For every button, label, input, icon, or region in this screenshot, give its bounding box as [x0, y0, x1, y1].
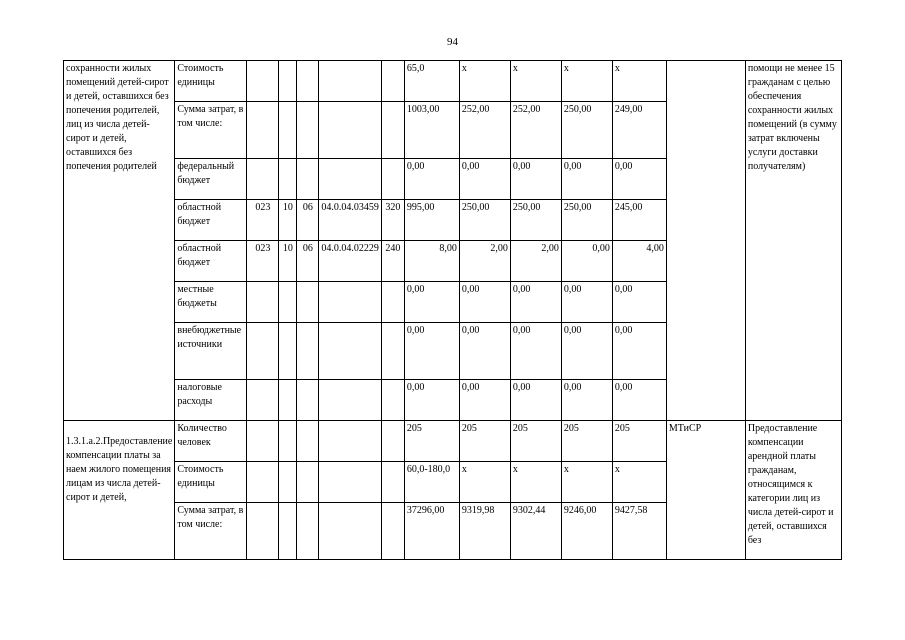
row-label: Сумма затрат, в том числе: [175, 503, 247, 560]
value-cell: 9319,98 [459, 503, 510, 560]
activity-name: сохранности жилых помещений детей-сирот и детей, оставшихся без попечения родителей, лиц из числа детей-сирот и детей, оставшихся без попечения родителей [64, 61, 175, 421]
value-cell: 250,00 [561, 102, 612, 159]
value-cell: 0,00 [612, 380, 666, 421]
code-cell [297, 503, 319, 560]
code-cell [247, 380, 279, 421]
code-cell [381, 380, 404, 421]
value-cell: 9246,00 [561, 503, 612, 560]
value-cell: 2,00 [510, 241, 561, 282]
result-note: Предоставление компенсации арендной платы гражданам, относящимся к категории лиц из числа детей-сирот и детей, оставшихся без [745, 421, 841, 560]
code-cell [247, 61, 279, 102]
code-cell [297, 282, 319, 323]
value-cell: 0,00 [612, 159, 666, 200]
code-cell [297, 323, 319, 380]
value-cell: х [612, 61, 666, 102]
value-cell: 2,00 [459, 241, 510, 282]
value-cell: х [612, 462, 666, 503]
code-cell: 023 [247, 200, 279, 241]
code-cell [319, 421, 382, 462]
code-cell [319, 102, 382, 159]
code-cell [319, 159, 382, 200]
row-label: внебюджетные источники [175, 323, 247, 380]
value-cell: 205 [561, 421, 612, 462]
program-table [63, 60, 842, 560]
value-cell: 0,00 [459, 380, 510, 421]
value-cell: 205 [459, 421, 510, 462]
value-cell: 995,00 [404, 200, 459, 241]
value-cell: 60,0-180,0 [404, 462, 459, 503]
value-cell: х [561, 61, 612, 102]
value-cell: 0,00 [459, 159, 510, 200]
code-cell [279, 503, 297, 560]
code-cell: 04.0.04.02229 [319, 241, 382, 282]
value-cell: 0,00 [612, 282, 666, 323]
code-cell [279, 282, 297, 323]
value-cell: 9427,58 [612, 503, 666, 560]
value-cell: 250,00 [510, 200, 561, 241]
code-cell [279, 462, 297, 503]
value-cell: 8,00 [404, 241, 459, 282]
result-note: помощи не менее 15 гражданам с целью обеспечения сохранности жилых помещений (в сумму затрат включены услуги доставки получателям) [745, 61, 841, 421]
code-cell [381, 462, 404, 503]
value-cell: 65,0 [404, 61, 459, 102]
value-cell: 0,00 [510, 159, 561, 200]
value-cell: 0,00 [459, 323, 510, 380]
code-cell: 10 [279, 200, 297, 241]
code-cell [319, 323, 382, 380]
value-cell: х [459, 61, 510, 102]
value-cell: 0,00 [404, 282, 459, 323]
value-cell: 0,00 [459, 282, 510, 323]
code-cell [279, 159, 297, 200]
code-cell [381, 323, 404, 380]
value-cell: 0,00 [404, 323, 459, 380]
value-cell: 37296,00 [404, 503, 459, 560]
code-cell [297, 102, 319, 159]
row-label: Стоимость единицы [175, 462, 247, 503]
page-number: 94 [447, 36, 458, 48]
code-cell: 240 [381, 241, 404, 282]
value-cell: 4,00 [612, 241, 666, 282]
activity-name: 1.3.1.а.2.Предоставление компенсации платы за наем жилого помещения лицам из числа детей-сирот и детей, [64, 421, 175, 560]
code-cell [297, 61, 319, 102]
value-cell: 252,00 [510, 102, 561, 159]
value-cell: х [510, 462, 561, 503]
code-cell [247, 462, 279, 503]
table-row [64, 421, 842, 462]
row-label: областной бюджет [175, 241, 247, 282]
code-cell [279, 102, 297, 159]
row-label: федеральный бюджет [175, 159, 247, 200]
value-cell: 250,00 [561, 200, 612, 241]
code-cell [319, 462, 382, 503]
code-cell [319, 61, 382, 102]
code-cell [297, 421, 319, 462]
code-cell [381, 159, 404, 200]
code-cell [247, 102, 279, 159]
executor-cell [666, 61, 745, 421]
value-cell: 205 [404, 421, 459, 462]
value-cell: 0,00 [510, 282, 561, 323]
value-cell: 250,00 [459, 200, 510, 241]
code-cell: 04.0.04.03459 [319, 200, 382, 241]
value-cell: 0,00 [404, 380, 459, 421]
value-cell: 0,00 [612, 323, 666, 380]
value-cell: х [459, 462, 510, 503]
code-cell [381, 421, 404, 462]
code-cell [319, 282, 382, 323]
code-cell [247, 503, 279, 560]
code-cell: 023 [247, 241, 279, 282]
code-cell [381, 102, 404, 159]
row-label: областной бюджет [175, 200, 247, 241]
value-cell: х [510, 61, 561, 102]
code-cell [381, 282, 404, 323]
value-cell: 1003,00 [404, 102, 459, 159]
value-cell: 0,00 [561, 323, 612, 380]
value-cell: 0,00 [561, 241, 612, 282]
value-cell: 0,00 [561, 380, 612, 421]
code-cell: 06 [297, 200, 319, 241]
code-cell [247, 323, 279, 380]
code-cell [247, 421, 279, 462]
value-cell: 205 [612, 421, 666, 462]
code-cell [279, 61, 297, 102]
code-cell [279, 380, 297, 421]
code-cell [297, 159, 319, 200]
code-cell: 10 [279, 241, 297, 282]
code-cell [247, 159, 279, 200]
code-cell [297, 380, 319, 421]
code-cell [279, 323, 297, 380]
value-cell: 0,00 [561, 282, 612, 323]
code-cell [381, 61, 404, 102]
value-cell: 205 [510, 421, 561, 462]
code-cell: 06 [297, 241, 319, 282]
executor-cell: МТиСР [666, 421, 745, 560]
row-label: Сумма затрат, в том числе: [175, 102, 247, 159]
code-cell [319, 503, 382, 560]
code-cell [279, 421, 297, 462]
table-row [64, 61, 842, 102]
value-cell: 0,00 [510, 323, 561, 380]
code-cell [319, 380, 382, 421]
value-cell: 252,00 [459, 102, 510, 159]
row-label: местные бюджеты [175, 282, 247, 323]
value-cell: 0,00 [404, 159, 459, 200]
value-cell: 249,00 [612, 102, 666, 159]
row-label: налоговые расходы [175, 380, 247, 421]
code-cell [297, 462, 319, 503]
code-cell: 320 [381, 200, 404, 241]
value-cell: 245,00 [612, 200, 666, 241]
value-cell: 0,00 [561, 159, 612, 200]
row-label: Количество человек [175, 421, 247, 462]
value-cell: 9302,44 [510, 503, 561, 560]
value-cell: х [561, 462, 612, 503]
code-cell [381, 503, 404, 560]
code-cell [247, 282, 279, 323]
value-cell: 0,00 [510, 380, 561, 421]
row-label: Стоимость единицы [175, 61, 247, 102]
